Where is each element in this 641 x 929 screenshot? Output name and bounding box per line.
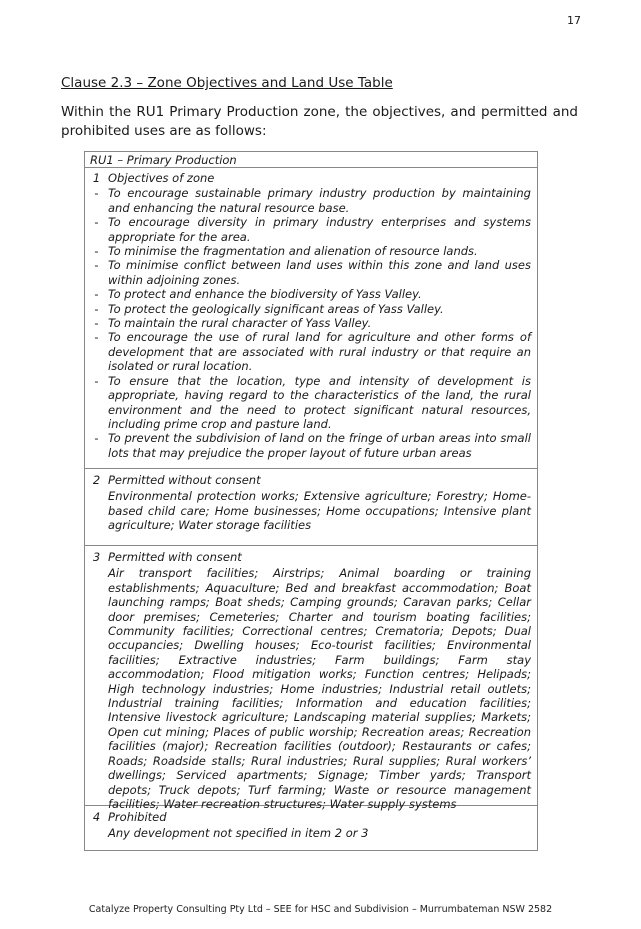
objectives-list (85, 186, 537, 460)
list-item (85, 215, 537, 244)
objective-text: To maintain the rural character of Yass Valley. (108, 316, 372, 331)
bullet-dash: - (94, 244, 99, 259)
section-heading-row (85, 171, 537, 185)
objective-text: To prevent the subdivision of land on the fringe of urban areas into small lots that may prejudice the proper layout of future urban areas (108, 431, 531, 460)
section-number: 1 (92, 171, 101, 185)
section-number: 4 (92, 810, 101, 824)
bullet-dash: - (94, 330, 99, 345)
list-item (85, 330, 537, 373)
section-heading: Prohibited (108, 810, 167, 824)
section-permitted-with-consent (85, 546, 537, 811)
section-prohibited (85, 806, 537, 841)
objective-text: To minimise conflict between land uses within this zone and land uses within adjoining zones. (108, 258, 531, 287)
objective-text: To encourage the use of rural land for agriculture and other forms of development that are associated with rural industry or that require an isolated or rural location. (108, 330, 531, 374)
bullet-dash: - (94, 316, 99, 331)
section-objectives (85, 168, 537, 469)
list-item (85, 316, 537, 330)
list-item (85, 287, 537, 301)
section-body: Air transport facilities; Airstrips; Animal boarding or training establishments; Aquaculture; Bed and breakfast accommodation; Boat launching ramps; Boat sheds; Camping grounds; Caravan parks; Cellar door premises; Cemeteries; Charter and tourism boating facilities; Community facilities; Correctional centres; Crematoria; Depots; Dual occupancies; Dwelling houses; Eco-tourist facilities; Environmental facilities; Extractive industries; Farm buildings; Farm stay accommodation; Flood mitigation works; Function centres; Helipads; High technology industries; Home industries; Industrial retail outlets; Industrial training facilities; Information and education facilities; Intensive livestock agriculture; Landscaping material supplies; Markets; Open cut mining; Places of public worship; Recreation areas; Recreation facilities (major); Recreation facilities (outdoor); Restaurants or cafes; Roads; Roadside stalls; Rural industries; Rural supplies; Rural workers’ dwellings; Serviced apartments; Signage; Timber yards; Transport depots; Truck depots; Turf farming; Waste or resource management facilities; Water recreation structures; Water supply systems (108, 566, 531, 811)
objective-text: To protect and enhance the biodiversity of Yass Valley. (108, 287, 422, 302)
list-item (85, 431, 537, 460)
list-item (85, 374, 537, 432)
section-number: 2 (92, 473, 101, 487)
objective-text: To minimise the fragmentation and alienation of resource lands. (108, 244, 478, 259)
section-heading: Objectives of zone (108, 171, 215, 185)
list-item (85, 186, 537, 215)
section-heading-row (85, 473, 537, 487)
objective-text: To protect the geologically significant areas of Yass Valley. (108, 301, 444, 316)
page-number: 17 (567, 14, 581, 27)
intro-paragraph: Within the RU1 Primary Production zone, the objectives, and permitted and prohibited uses are as follows: (61, 104, 578, 139)
bullet-dash: - (94, 287, 99, 302)
section-heading: Permitted without consent (108, 473, 261, 487)
section-body: Environmental protection works; Extensive agriculture; Forestry; Home-based child care; Home businesses; Home occupations; Intensive plant agriculture; Water storage facilities (108, 489, 531, 533)
bullet-dash: - (94, 431, 99, 446)
list-item (85, 302, 537, 316)
section-number: 3 (92, 550, 101, 564)
section-permitted-without-consent (85, 469, 537, 546)
section-body: Any development not specified in item 2 or 3 (108, 826, 369, 841)
bullet-dash: - (94, 373, 99, 388)
section-heading: Permitted with consent (108, 550, 242, 564)
bullet-dash: - (94, 186, 99, 201)
objective-text: To ensure that the location, type and intensity of development is appropriate, having regard to the characteristics of the land, the rural environment and the need to protect significant natural resources, including prime crop and pasture land. (108, 373, 531, 431)
zone-table (84, 151, 538, 851)
objective-text: To encourage sustainable primary industry production by maintaining and enhancing the natural resource base. (108, 186, 531, 215)
list-item (85, 258, 537, 287)
bullet-dash: - (94, 215, 99, 230)
bullet-dash: - (94, 258, 99, 273)
section-heading-row (85, 550, 537, 564)
page-footer: Catalyze Property Consulting Pty Ltd – SEE for HSC and Subdivision – Murrumbateman NSW 2582 (88, 904, 553, 915)
clause-heading: Clause 2.3 – Zone Objectives and Land Use Table (61, 75, 393, 91)
objective-text: To encourage diversity in primary industry enterprises and systems appropriate for the area. (108, 215, 531, 244)
section-heading-row (85, 810, 537, 824)
bullet-dash: - (94, 301, 99, 316)
zone-table-title: RU1 – Primary Production (85, 152, 537, 168)
list-item (85, 244, 537, 258)
